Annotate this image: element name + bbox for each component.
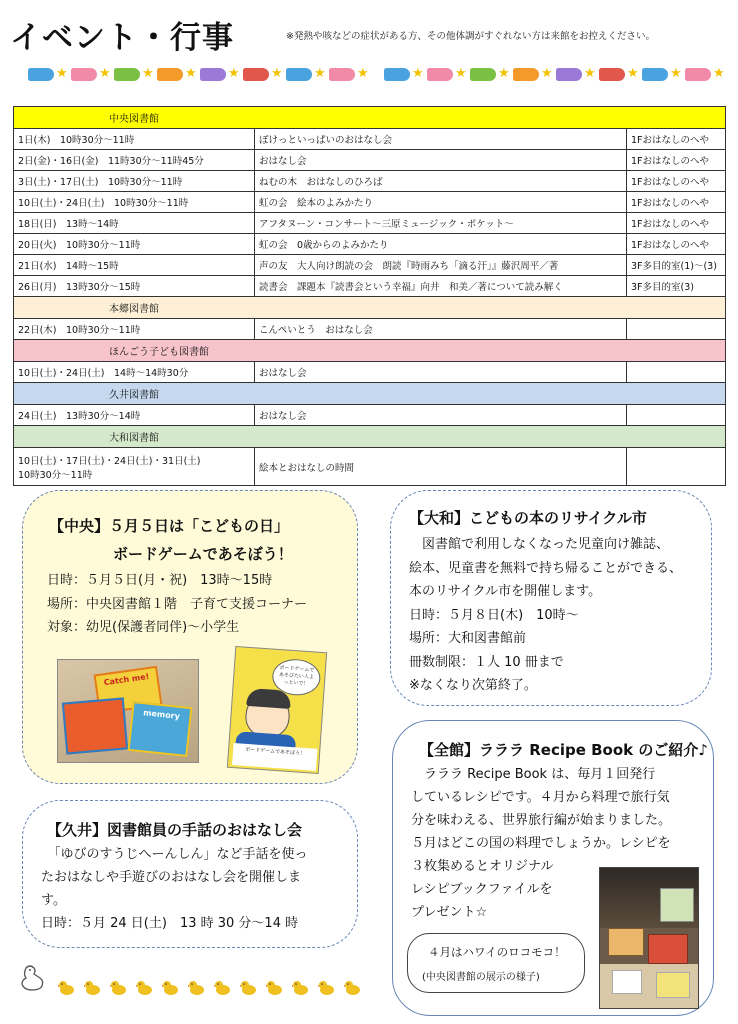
star-icon: ★: [357, 66, 369, 81]
star-icon: ★: [541, 66, 553, 81]
board-game-poster: [227, 646, 327, 774]
event-row: [14, 276, 726, 297]
star-icon: ★: [228, 66, 240, 81]
koinobori-icon: [200, 68, 226, 81]
board-game-photo: [57, 659, 199, 763]
events-table: [13, 106, 726, 486]
koinobori-icon: [71, 68, 97, 81]
section-header: 大和図書館: [14, 426, 726, 448]
kui-event-box: [22, 800, 358, 948]
section-header-row: [14, 383, 726, 405]
event-title: 読書会 課題本『読書会という幸福』向井 和美／著について読み解く: [255, 276, 627, 297]
event-title: 絵本とおはなしの時間: [255, 448, 627, 486]
caption-line-2: (中央図書館の展示の様子): [422, 972, 540, 983]
yamato-line: 絵本、児童書を無料で持ち帰ることができる、: [409, 560, 683, 576]
zenkan-line: プレゼント☆: [411, 905, 488, 920]
event-row: [14, 129, 726, 150]
section-header: ほんごう子ども図書館: [14, 340, 726, 362]
section-header-row: [14, 107, 726, 129]
event-date: [14, 448, 255, 486]
section-header-row: [14, 426, 726, 448]
chuo-date: 日時：５月５日(月・祝) 13時～15時: [47, 573, 273, 588]
star-icon: ★: [498, 66, 510, 81]
event-date: 10日(土)・24日(土) 10時30分～11時: [14, 192, 255, 213]
event-place: 1Fおはなしのへや: [627, 129, 726, 150]
event-date: 10日(土)・24日(土) 14時～14時30分: [14, 362, 255, 383]
duckling-icon: [58, 980, 76, 1000]
event-row: [14, 255, 726, 276]
event-place: 1Fおはなしのへや: [627, 171, 726, 192]
chuo-target: 対象：幼児(保護者同伴)～小学生: [47, 620, 240, 635]
star-icon: ★: [56, 66, 68, 81]
event-date-line-1: 10日(土)・17日(土)・24日(土)・31日(土): [18, 455, 201, 467]
event-place: [627, 319, 726, 340]
zenkan-line: ３枚集めるとオリジナル: [411, 859, 554, 874]
star-icon: ★: [99, 66, 111, 81]
event-date-line-2: 10時30分～11時: [18, 469, 93, 481]
kui-line: 「ゆびのすうじへーんしん」など手話を使っ: [41, 847, 308, 862]
kui-title: 【久井】図書館員の手話のおはなし会: [47, 821, 303, 839]
koinobori-icon: [157, 68, 183, 81]
event-place: 1Fおはなしのへや: [627, 150, 726, 171]
star-icon: ★: [271, 66, 283, 81]
yamato-line: 図書館で利用しなくなった児童向け雑誌、: [409, 537, 670, 552]
recipe-display-photo: [599, 867, 699, 1009]
event-row: [14, 171, 726, 192]
duck-outline-icon: [18, 962, 48, 992]
event-date: 18日(日) 13時～14時: [14, 213, 255, 234]
event-date: 20日(火) 10時30分～11時: [14, 234, 255, 255]
game-box-catch-me: Catch me!: [94, 666, 163, 715]
star-icon: ★: [627, 66, 639, 81]
koinobori-icon: [556, 68, 582, 81]
koinobori-icon: [329, 68, 355, 81]
game-box-memory: memory: [128, 701, 193, 757]
yamato-line: 本のリサイクル市を開催します。: [409, 584, 602, 599]
event-date: 1日(木) 10時30分～11時: [14, 129, 255, 150]
duckling-icon: [188, 980, 206, 1000]
event-row: [14, 319, 726, 340]
koinobori-icon: [470, 68, 496, 81]
garland-left: [28, 64, 372, 84]
section-header: 中央図書館: [14, 107, 726, 129]
star-icon: ★: [455, 66, 467, 81]
star-icon: ★: [314, 66, 326, 81]
zenkan-line: しているレシピです。４月から料理で旅行気: [411, 790, 670, 805]
event-title: おはなし会: [255, 150, 627, 171]
duckling-icon: [136, 980, 154, 1000]
poster-caption: ボードゲームであそぼう！: [232, 743, 317, 771]
chuo-place: 場所：中央図書館１階 子育て支援コーナー: [47, 597, 308, 612]
yamato-title: 【大和】こどもの本のリサイクル市: [409, 509, 647, 527]
event-date: 21日(水) 14時～15時: [14, 255, 255, 276]
yamato-line: 日時：５月８日(木) 10時～: [409, 607, 579, 623]
duckling-icon: [214, 980, 232, 1000]
star-icon: ★: [412, 66, 424, 81]
event-row: [14, 234, 726, 255]
star-icon: ★: [713, 66, 725, 81]
poster-speech-bubble: ボードゲームであそびたい人よっといで！: [271, 658, 321, 697]
notice-text: ※発熱や咳などの症状がある方、その他体調がすぐれない方は来館をお控えください。: [286, 31, 655, 42]
event-title: ねむの木 おはなしのひろば: [255, 171, 627, 192]
kui-line: たおはなしや手遊びのおはなし会を開催しま: [41, 870, 302, 885]
game-box-1: [62, 697, 128, 754]
caption-line-1: ４月はハワイのロコモコ！: [428, 945, 566, 959]
event-title: ぽけっといっぱいのおはなし会: [255, 129, 627, 150]
duckling-icon: [84, 980, 102, 1000]
duckling-icon: [110, 980, 128, 1000]
section-header-row: [14, 340, 726, 362]
garland-right: [384, 64, 728, 84]
section-header: 本郷図書館: [14, 297, 726, 319]
koinobori-icon: [685, 68, 711, 81]
event-place: [627, 405, 726, 426]
yamato-line: 冊数制限：１人 10 冊まで: [409, 654, 564, 670]
event-title: 声の友 大人向け朗読の会 朗読『時雨みち「滴る汗」』藤沢周平／著: [255, 255, 627, 276]
koinobori-icon: [28, 68, 54, 81]
event-row: [14, 192, 726, 213]
koinobori-icon: [427, 68, 453, 81]
duckling-icon: [318, 980, 336, 1000]
event-place: 3F多目的室(1)～(3): [627, 255, 726, 276]
duckling-icon: [266, 980, 284, 1000]
event-title: 虹の会 0歳からのよみかたり: [255, 234, 627, 255]
koinobori-icon: [384, 68, 410, 81]
star-icon: ★: [670, 66, 682, 81]
event-title: こんぺいとう おはなし会: [255, 319, 627, 340]
star-icon: ★: [584, 66, 596, 81]
event-place: [627, 448, 726, 486]
event-row: [14, 150, 726, 171]
koinobori-icon: [286, 68, 312, 81]
event-row: [14, 213, 726, 234]
event-row: [14, 362, 726, 383]
koinobori-icon: [513, 68, 539, 81]
chuo-event-box: [22, 490, 358, 784]
event-place: 1Fおはなしのへや: [627, 213, 726, 234]
zenkan-line: レシピブックファイルを: [411, 882, 553, 897]
koinobori-icon: [599, 68, 625, 81]
event-date: 2日(金)・16日(金) 11時30分～11時45分: [14, 150, 255, 171]
kui-line: す。: [41, 893, 66, 908]
duckling-icon: [240, 980, 258, 1000]
event-date: 24日(土) 13時30分～14時: [14, 405, 255, 426]
kui-line: 日時：５月 24 日(土) 13 時 30 分～14 時: [41, 916, 299, 931]
zenkan-line: ラララ Recipe Book は、毎月１回発行: [411, 767, 656, 782]
koinobori-icon: [114, 68, 140, 81]
event-date: 3日(土)・17日(土) 10時30分～11時: [14, 171, 255, 192]
event-title: アフタヌーン・コンサート～三原ミュージック・ポケット～: [255, 213, 627, 234]
event-place: 1Fおはなしのへや: [627, 192, 726, 213]
duckling-icon: [292, 980, 310, 1000]
event-row: [14, 448, 726, 486]
event-date: 26日(月) 13時30分～15時: [14, 276, 255, 297]
zenkan-event-box: [392, 720, 714, 1016]
event-place: 3F多目的室(3): [627, 276, 726, 297]
chuo-title-2: ボードゲームであそぼう！: [113, 545, 293, 563]
zenkan-title: 【全館】ラララ Recipe Book のご紹介♪: [419, 741, 708, 759]
star-icon: ★: [185, 66, 197, 81]
page-title: イベント・行事: [10, 20, 234, 56]
koinobori-icon: [243, 68, 269, 81]
yamato-event-box: [390, 490, 712, 706]
yamato-line: 場所：大和図書館前: [409, 631, 527, 646]
event-row: [14, 405, 726, 426]
event-date: 22日(木) 10時30分～11時: [14, 319, 255, 340]
event-title: 虹の会 絵本のよみかたり: [255, 192, 627, 213]
yamato-line: ※なくなり次第終了。: [409, 678, 537, 693]
event-place: [627, 362, 726, 383]
duckling-icon: [344, 980, 362, 1000]
section-header-row: [14, 297, 726, 319]
star-icon: ★: [142, 66, 154, 81]
event-title: おはなし会: [255, 362, 627, 383]
event-place: 1Fおはなしのへや: [627, 234, 726, 255]
caption-bubble: [407, 933, 585, 993]
koinobori-icon: [642, 68, 668, 81]
section-header: 久井図書館: [14, 383, 726, 405]
zenkan-line: ５月はどこの国の料理でしょうか。レシピを: [411, 836, 671, 851]
event-title: おはなし会: [255, 405, 627, 426]
chuo-title-1: 【中央】５月５日は「こどもの日」: [49, 517, 290, 535]
zenkan-line: 分を味わえる、世界旅行編が始まりました。: [411, 813, 672, 828]
duckling-icon: [162, 980, 180, 1000]
